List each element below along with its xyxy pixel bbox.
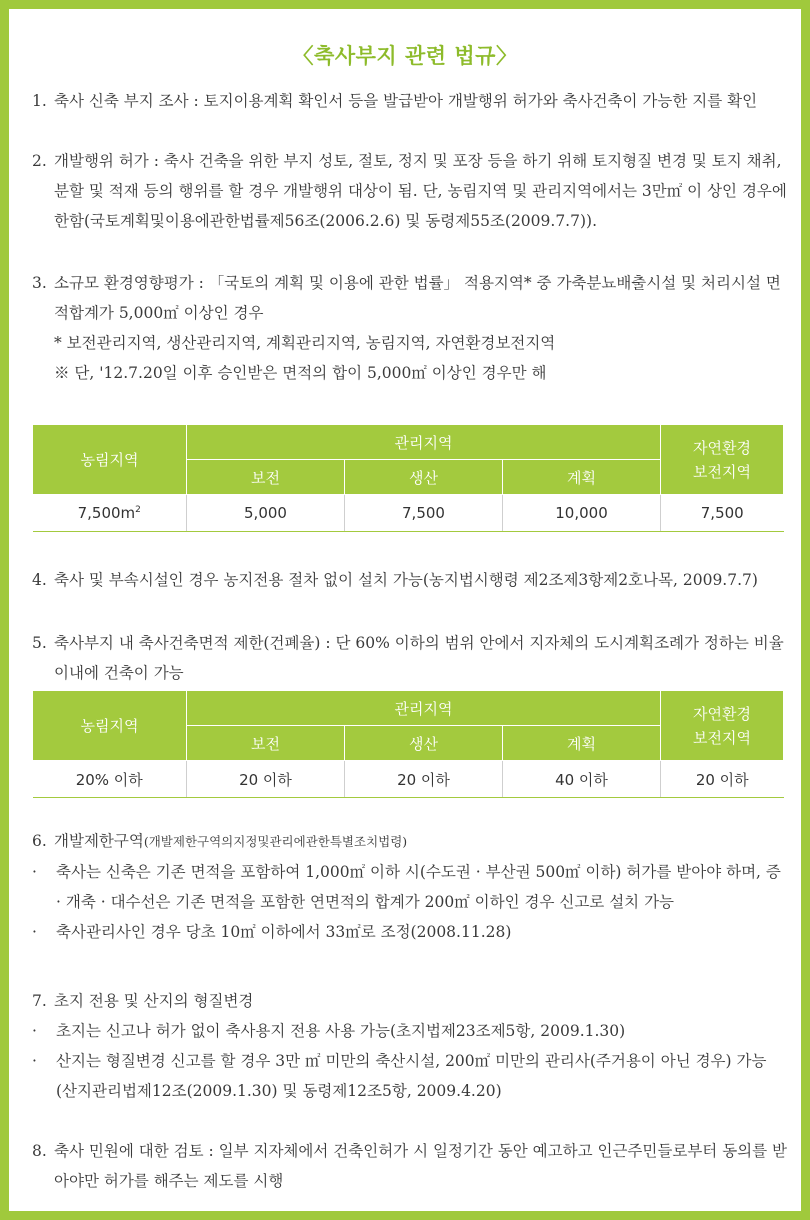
- section-3: [32, 268, 787, 388]
- section-5: [32, 628, 787, 688]
- section-2-text: 개발행위 허가 : 축사 건축을 위한 부지 성토, 절토, 정지 및 포장 등을 하기 위해 토지형질 변경 및 토지 채취, 분할 및 적재 등의 행위를 할 경우 개발행위 대상이 됨. 단, 농림지역 및 관리지역에서는 3만㎡ 이 상인 경우에 한함(국토계획및이용에관한법률제56조(2006.2.6) 및 동령제55조(2009.7.7)).: [54, 152, 787, 230]
- section-3-text: 소규모 환경영향평가 : 「국토의 계획 및 이용에 관한 법률」 적용지역* 중 가축분뇨배출시설 및 처리시설 면적합계가 5,000㎡ 이상인 경우: [54, 274, 781, 322]
- header-farm-zone: 농림지역: [33, 425, 187, 495]
- page-title: 〈축사부지 관련 법규〉: [292, 44, 518, 68]
- cell-planning: 10,000: [503, 495, 661, 532]
- table-row: [33, 495, 784, 532]
- section-3-number: 3.: [32, 274, 47, 292]
- section-8-number: 8.: [32, 1142, 47, 1160]
- header-conservation: 보전: [187, 726, 345, 761]
- cell-nature: 7,500: [661, 495, 784, 532]
- header-nature-conservation-zone: 자연환경 보전지역: [661, 425, 784, 495]
- section-7-heading: 초지 전용 및 산지의 형질변경: [54, 992, 254, 1010]
- section-3-note-exception: ※ 단, '12.7.20일 이후 승인받은 면적의 합이 5,000㎡ 이상인 경우만 해: [54, 364, 547, 382]
- list-item: [32, 857, 787, 917]
- list-item: [32, 1046, 787, 1106]
- bullet-mark: ·: [32, 1052, 37, 1070]
- section-7: [32, 986, 787, 1106]
- cell-nature: 20 이하: [661, 761, 784, 798]
- header-management-zone: 관리지역: [187, 425, 661, 460]
- bullet-mark: ·: [32, 923, 37, 941]
- section-7-number: 7.: [32, 992, 47, 1010]
- header-nature-conservation-zone: 자연환경 보전지역: [661, 691, 784, 761]
- header-farm-zone: 농림지역: [33, 691, 187, 761]
- cell-conservation: 20 이하: [187, 761, 345, 798]
- section-6-bullet-2: 축사관리사인 경우 당초 10㎡ 이하에서 33㎡로 조정(2008.11.28): [56, 923, 512, 941]
- list-item: [32, 917, 787, 947]
- cell-farm: 20% 이하: [33, 761, 187, 798]
- section-8: [32, 1136, 787, 1196]
- section-1-text: 축사 신축 부지 조사 : 토지이용계획 확인서 등을 발급받아 개발행위 허가와 축사건축이 가능한 지를 확인: [54, 92, 758, 110]
- header-production: 생산: [345, 460, 503, 495]
- cell-conservation: 5,000: [187, 495, 345, 532]
- section-6-law-reference: (개발제한구역의지정및관리에관한특별조치법령): [143, 834, 408, 849]
- cell-farm: $7,500m^2$: [33, 495, 187, 532]
- section-7-bullet-2: 산지는 형질변경 신고를 할 경우 3만 ㎡ 미만의 축산시설, 200㎡ 미만의 관리사(주거용이 아닌 경우) 가능(산지관리법제12조(2009.1.30) 및 동령제12조5항, 2009.4.20): [56, 1052, 767, 1100]
- bullet-mark: ·: [32, 1022, 37, 1040]
- section-1-number: 1.: [32, 92, 47, 110]
- section-6-heading: 개발제한구역: [54, 832, 144, 850]
- header-conservation: 보전: [187, 460, 345, 495]
- section-4-number: 4.: [32, 571, 47, 589]
- area-threshold-table: [32, 424, 784, 532]
- cell-planning: 40 이하: [503, 761, 661, 798]
- section-5-text: 축사부지 내 축사건축면적 제한(건폐율) : 단 60% 이하의 범위 안에서 지자체의 도시계획조례가 정하는 비율 이내에 건축이 가능: [54, 634, 784, 682]
- section-4: [32, 565, 787, 595]
- section-6-bullet-1: 축사는 신축은 기존 면적을 포함하여 1,000㎡ 이하 시(수도권 · 부산권 500㎡ 이하) 허가를 받아야 하며, 증 · 개축 · 대수선은 기존 면적을 포함한 연면적의 합계가 200㎡ 이하인 경우 신고로 설치 가능: [56, 863, 781, 911]
- section-4-text: 축사 및 부속시설인 경우 농지전용 절차 없이 설치 가능(농지법시행령 제2조제3항제2호나목, 2009.7.7): [54, 571, 758, 589]
- bullet-mark: ·: [32, 863, 37, 881]
- section-2: [32, 146, 787, 236]
- cell-production: 7,500: [345, 495, 503, 532]
- section-1: [32, 86, 787, 116]
- cell-production: 20 이하: [345, 761, 503, 798]
- list-item: [32, 1016, 787, 1046]
- section-6: [32, 826, 787, 947]
- section-6-number: 6.: [32, 832, 47, 850]
- coverage-ratio-table: [32, 690, 784, 798]
- table-row: [33, 761, 784, 798]
- header-planning: 계획: [503, 460, 661, 495]
- section-2-number: 2.: [32, 152, 47, 170]
- header-production: 생산: [345, 726, 503, 761]
- section-8-text: 축사 민원에 대한 검토 : 일부 지자체에서 건축인허가 시 일정기간 동안 예고하고 인근주민들로부터 동의를 받아야만 허가를 해주는 제도를 시행: [54, 1142, 788, 1190]
- section-5-number: 5.: [32, 634, 47, 652]
- section-3-note-zones: * 보전관리지역, 생산관리지역, 계획관리지역, 농림지역, 자연환경보전지역: [54, 334, 556, 352]
- section-7-bullet-1: 초지는 신고나 허가 없이 축사용지 전용 사용 가능(초지법제23조제5항, 2009.1.30): [56, 1022, 626, 1040]
- header-planning: 계획: [503, 726, 661, 761]
- header-management-zone: 관리지역: [187, 691, 661, 726]
